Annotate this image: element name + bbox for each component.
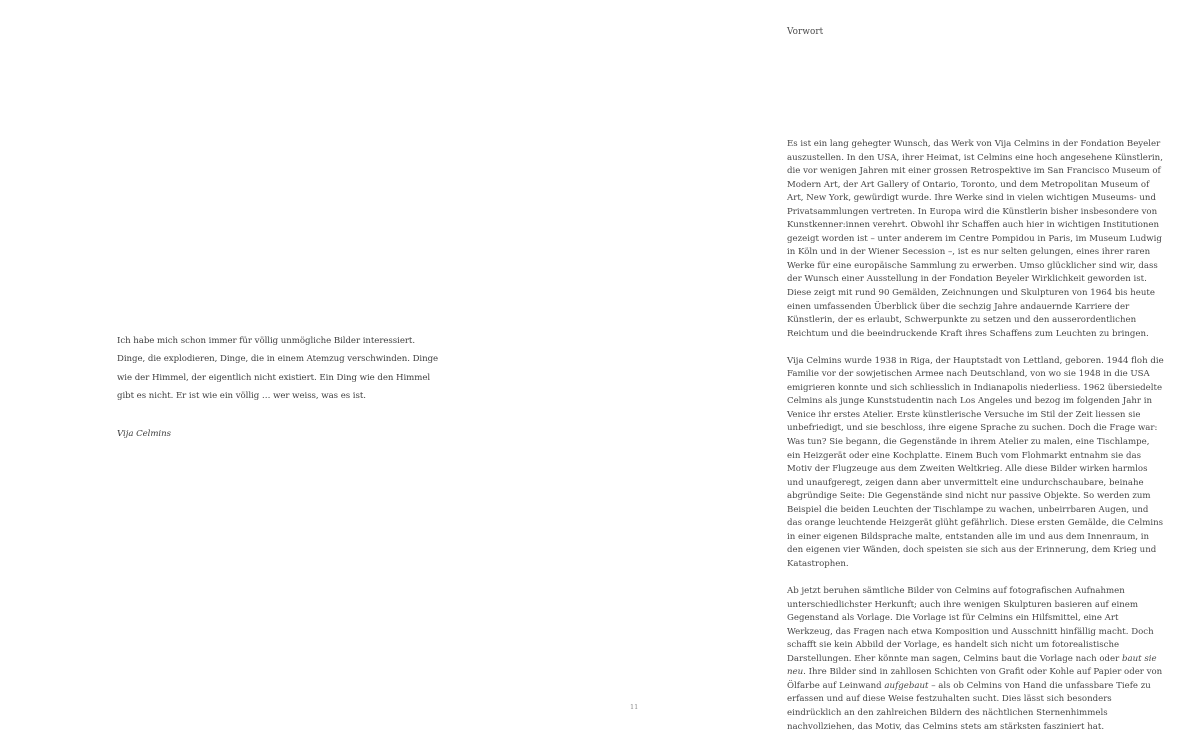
- page-number: 11: [630, 703, 639, 711]
- paragraph-3-part: – als ob Celmins von Hand die unfassbare Tiefe zu erfassen und auf diese Weise festzuhalten sucht. Dies lässt sich besonders eindrücklich an den zahlreichen Bildern des nächtlichen Sternenhimmels nachvollziehen, das Motiv, das Celmins stets am stärksten fasziniert hat.: [787, 680, 1151, 732]
- paragraph-3: [787, 585, 1164, 734]
- paragraph-1: Es ist ein lang gehegter Wunsch, das Werk von Vija Celmins in der Fondation Beyeler auszustellen. In den USA, ihrer Heimat, ist Celmins eine hoch angesehene Künstlerin, die vor wenigen Jahren mit einer grossen Retrospektive im San Francisco Museum of Modern Art, der Art Gallery of Ontario, Toronto, und dem Metropolitan Museum of Art, New York, gewürdigt wurde. Ihre Werke sind in vielen wichtigen Museums- und Privatsammlungen vertreten. In Europa wird die Künstlerin bisher insbesondere von Kunstkenner:innen verehrt. Obwohl ihr Schaffen auch hier in wichtigen Institutionen gezeigt worden ist – unter anderem im Centre Pompidou in Paris, im Museum Ludwig in Köln und in der Wiener Secession –, ist es nur selten gelungen, eines ihrer raren Werke für eine europäische Sammlung zu erwerben. Umso glücklicher sind wir, dass der Wunsch einer Ausstellung in der Fondation Beyeler Wirklichkeit geworden ist. Diese zeigt mit rund 90 Gemälden, Zeichnungen und Skulpturen von 1964 bis heute einen umfassenden Überblick über die sechzig Jahre andauernde Karriere der Künstlerin, der es erlaubt, Schwerpunkte zu setzen und den ausserordentlichen Reichtum und die beeindruckende Kraft ihres Schaffens zum Leuchten zu bringen.: [787, 139, 1163, 339]
- paragraph-3-part: Ab jetzt beruhen sämtliche Bilder von Celmins auf fotografischen Aufnahmen unterschiedlichster Herkunft; auch ihre wenigen Skulpturen basieren auf einem Gegenstand als Vorlage. Die Vorlage ist für Celmins ein Hilfsmittel, eine Art Werkzeug, das Fragen nach etwa Komposition und Ausschnitt hinfällig macht. Doch schafft sie kein Abbild der Vorlage, es handelt sich nicht um fotorealistische Darstellungen. Eher könnte man sagen, Celmins baut die Vorlage nach oder: [787, 586, 1154, 664]
- body-text: [787, 138, 1164, 748]
- quote-line: wie der Himmel, der eigentlich nicht existiert. Ein Ding wie den Himmel: [117, 372, 431, 383]
- epigraph-quote: [117, 332, 462, 443]
- quote-attribution: Vija Celmins: [117, 428, 171, 439]
- quote-line: Dinge, die explodieren, Dinge, die in einem Atemzug verschwinden. Dinge: [117, 354, 439, 365]
- paragraph-3-italic: aufgebaut: [884, 680, 929, 691]
- paragraph-2: Vija Celmins wurde 1938 in Riga, der Hauptstadt von Lettland, geboren. 1944 floh die Familie vor der sowjetischen Armee nach Deutschland, von wo sie 1948 in die USA emigrieren konnte und sich schliesslich in Indianapolis niederliess. 1962 übersiedelte Celmins als junge Kunststudentin nach Los Angeles und bezog im folgenden Jahr in Venice ihr erstes Atelier. Erste künstlerische Versuche im Stil der Zeit liessen sie unbefriedigt, und sie beschloss, ihre eigene Sprache zu suchen. Doch die Frage war: Was tun? Sie begann, die Gegenstände in ihrem Atelier zu malen, eine Tischlampe, ein Heizgerät oder eine Kochplatte. Einem Buch vom Flohmarkt entnahm sie das Motiv der Flugzeuge aus dem Zweiten Weltkrieg. Alle diese Bilder wirken harmlos und unaufgeregt, zeigen dann aber unvermittelt eine undurchschaubare, beinahe abgründige Seite: Die Gegenstände sind nicht nur passive Objekte. So werden zum Beispiel die beiden Leuchten der Tischlampe zu wachen, unbeirrbaren Augen, und das orange leuchtende Heizgerät glüht gefährlich. Diese ersten Gemälde, die Celmins in einer eigenen Bildsprache malte, entstanden alle im und aus dem Innenraum, in den eigenen vier Wänden, doch speisten sie sich aus der Erinnerung, dem Krieg und Katastrophen.: [787, 355, 1164, 569]
- quote-line: gibt es nicht. Er ist wie ein völlig … wer weiss, was es ist.: [117, 391, 366, 402]
- paragraph-3-italic: baut sie neu: [787, 653, 1157, 678]
- paragraph-3-part: . Ihre Bilder sind in zahllosen Schichten von Grafit oder Kohle auf Papier oder von Ölfarbe auf Leinwand: [787, 667, 1163, 691]
- quote-line: Ich habe mich schon immer für völlig unmögliche Bilder interessiert.: [117, 336, 416, 346]
- section-header: Vorwort: [787, 27, 824, 37]
